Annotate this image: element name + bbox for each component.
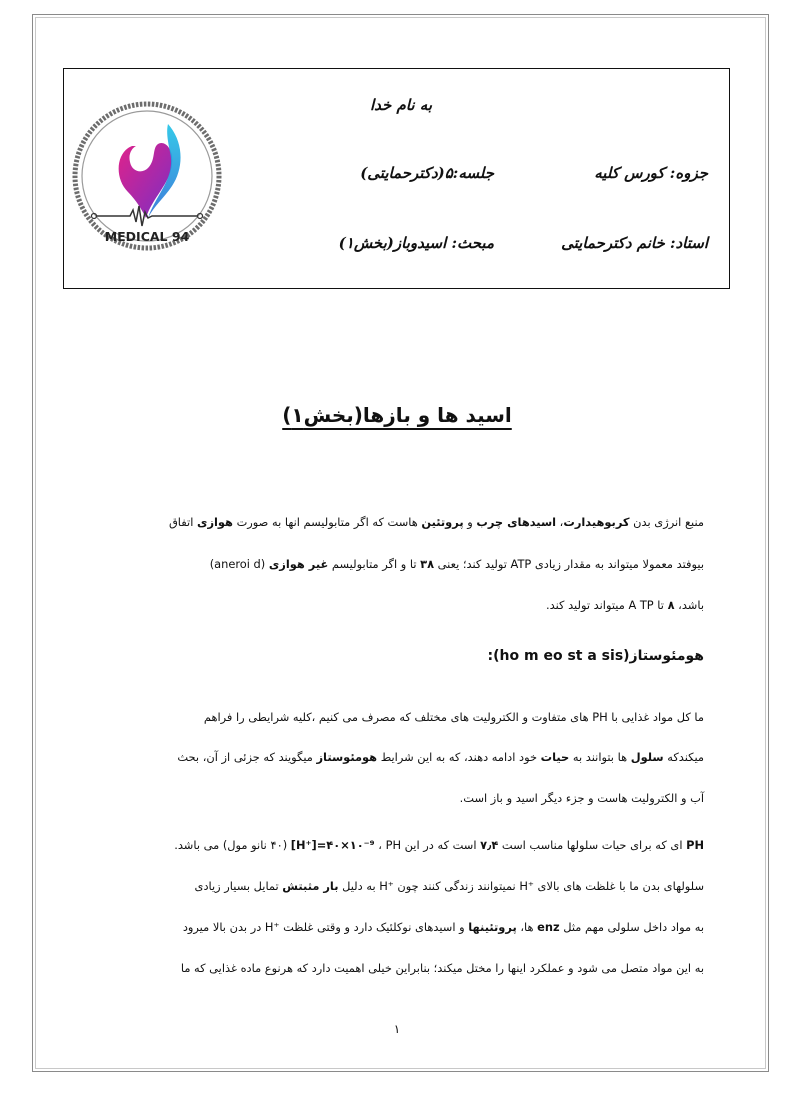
text-run: PH bbox=[592, 710, 608, 724]
text-run: میتواند تولید کند. bbox=[546, 598, 629, 612]
text-run: منبع انرژی بدن bbox=[629, 515, 704, 529]
text-run: A TP bbox=[628, 598, 654, 612]
text-run: باشد، bbox=[674, 598, 704, 612]
text-run: است که در این bbox=[401, 838, 481, 852]
paragraph2-line2 bbox=[177, 750, 704, 764]
topic-info: مبحث: اسیدوباز(بخش۱) bbox=[338, 234, 494, 252]
bold-term: هوازی bbox=[197, 515, 233, 529]
text-run: تولید کند؛ یعنی bbox=[434, 557, 511, 571]
paragraph2-line3 bbox=[460, 791, 704, 805]
bold-term: بار مثبتش bbox=[282, 879, 339, 893]
text-run: تا bbox=[653, 598, 668, 612]
bold-term: اسیدهای چرب bbox=[476, 515, 557, 529]
text-run: میگویند که جزئی از آن، بحث bbox=[177, 750, 317, 764]
text-run: خود ادامه دهند، که به این شرایط bbox=[377, 750, 541, 764]
teacher-name: استاد: خانم دکترحمایتی bbox=[561, 234, 708, 252]
bold-term: پروتئین bbox=[421, 515, 464, 529]
text-run: به دلیل bbox=[338, 879, 380, 893]
text-run: و bbox=[463, 515, 477, 529]
text-run: نمیتوانند زندگی کنند چون bbox=[393, 879, 520, 893]
bold-term: PH bbox=[686, 838, 704, 852]
bold-term: حیات bbox=[540, 750, 570, 764]
bold-term: کربوهیدارت bbox=[563, 515, 630, 529]
bold-term: ۷٫۴ bbox=[480, 838, 499, 852]
text-run: PH bbox=[385, 838, 402, 852]
text-run: در بدن بالا میرود bbox=[182, 920, 265, 934]
text-run: بیوفتد معمولا میتواند به مقدار زیادی bbox=[531, 557, 704, 571]
bold-term: غیر هوازی bbox=[268, 557, 329, 571]
text-run: اتفاق bbox=[168, 515, 197, 529]
course-name: جزوه: کورس کلیه bbox=[594, 164, 708, 182]
paragraph3-line2 bbox=[195, 879, 704, 893]
bold-term: هومئوستاز bbox=[316, 750, 378, 764]
document-title-text: اسید ها و بازها(بخش۱) bbox=[282, 403, 512, 427]
text-run: به مواد داخل سلولی مهم مثل bbox=[559, 920, 704, 934]
basmala: به نام خدا bbox=[369, 96, 432, 114]
text-run: ها بتوانند به bbox=[569, 750, 631, 764]
page-number: ۱ bbox=[393, 1022, 401, 1036]
text-run: های متفاوت و الکترولیت های مختلف که مصرف می کنیم ،کلیه شرایطی را فراهم bbox=[203, 710, 593, 724]
paragraph2-line1 bbox=[204, 710, 704, 724]
text-run: ای که برای حیات سلولها مناسب است bbox=[498, 838, 687, 852]
paragraph1-line3 bbox=[546, 598, 704, 612]
text-run: تمایل بسیار زیادی bbox=[194, 879, 283, 893]
text-run: ، bbox=[374, 838, 386, 852]
text-run: ) bbox=[209, 557, 215, 571]
paragraph1-line2 bbox=[210, 557, 704, 571]
text-run: (ho m eo st a sis) bbox=[493, 648, 630, 664]
text-run: هومئوستاز bbox=[629, 648, 704, 664]
text-run: ها، bbox=[516, 920, 538, 934]
bold-term: پروتئینها bbox=[468, 920, 517, 934]
document-title bbox=[0, 403, 794, 427]
text-run: ( bbox=[260, 557, 269, 571]
medical-94-logo bbox=[72, 94, 222, 258]
text-run: H⁺ bbox=[519, 879, 534, 893]
text-run: به این مواد متصل می شود و عملکرد اینها را مختل میکند؛ بنابراین خیلی اهمیت دارد که هرنوع ماده غذایی که ما bbox=[180, 961, 704, 975]
bold-term: [H⁺]=۴۰×۱۰⁻⁹ bbox=[290, 838, 375, 852]
text-run: تا و اگر متابولیسم bbox=[328, 557, 421, 571]
text-run: aneroi d bbox=[214, 557, 261, 571]
text-run: و اسیدهای نوکلئیک دارد و وقتی غلظت bbox=[279, 920, 469, 934]
text-run: ، bbox=[556, 515, 564, 529]
text-run: سلولهای بدن ما با غلظت های بالای bbox=[533, 879, 704, 893]
logo-text: MEDICAL 94 bbox=[104, 229, 190, 244]
text-run: (۴۰ نانو مول) می باشد. bbox=[174, 838, 291, 852]
paragraph3-line3 bbox=[183, 920, 704, 934]
section-heading-homeostasis bbox=[488, 648, 704, 664]
paragraph3-line4 bbox=[181, 961, 704, 975]
text-run: H⁺ bbox=[264, 920, 280, 934]
text-run: آب و الکترولیت هاست و جزء دیگر اسید و باز است. bbox=[459, 791, 704, 805]
bold-term: enz bbox=[537, 920, 560, 934]
text-run: : bbox=[487, 648, 494, 664]
bold-term: ۸ bbox=[667, 598, 675, 612]
bold-term: سلول bbox=[630, 750, 664, 764]
bold-term: ۳۸ bbox=[420, 557, 435, 571]
text-run: هاست که اگر متابولیسم انها به صورت bbox=[232, 515, 422, 529]
text-run: میکندکه bbox=[663, 750, 704, 764]
paragraph1-line1 bbox=[169, 515, 704, 529]
session-info: جلسه:۵(دکترحمایتی) bbox=[360, 164, 494, 182]
text-run: ATP bbox=[510, 557, 532, 571]
paragraph3-line1 bbox=[174, 838, 704, 852]
text-run: ما کل مواد غذایی با bbox=[607, 710, 704, 724]
text-run: H⁺ bbox=[379, 879, 394, 893]
